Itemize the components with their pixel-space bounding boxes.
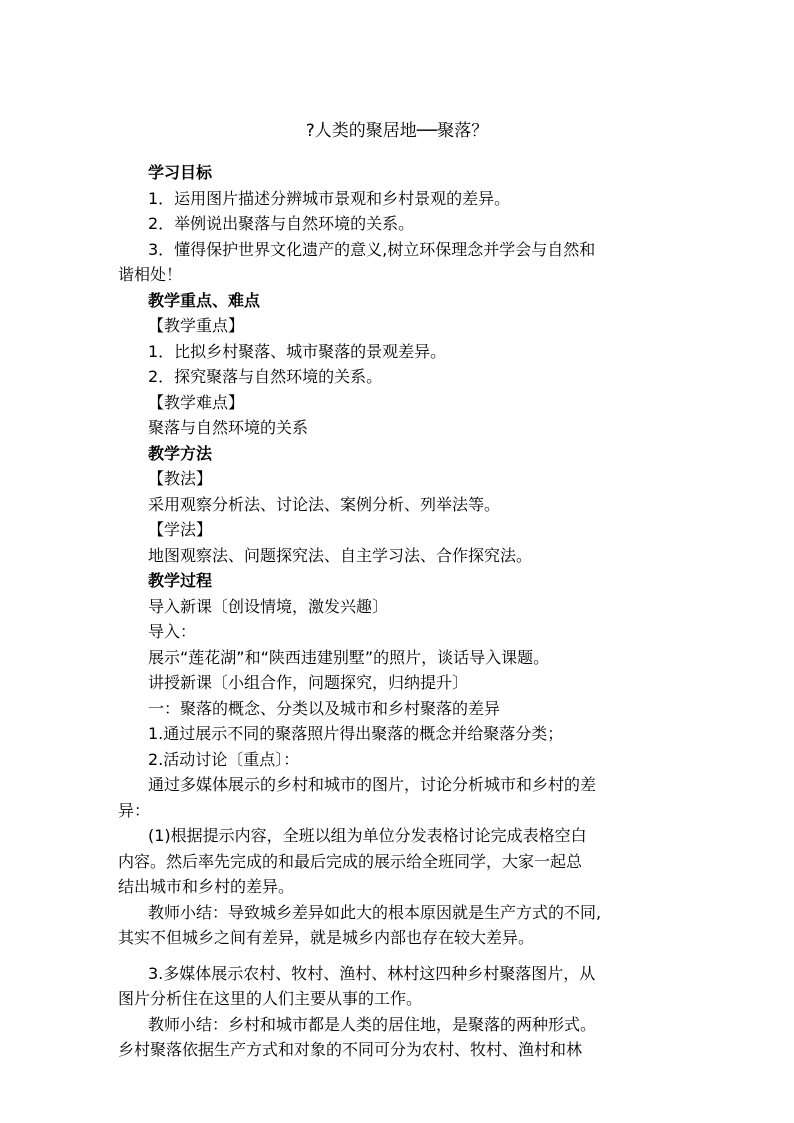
text-line: 导入新课〔创设情境，激发兴趣〕 [148,596,389,616]
text-line: 教师小结：乡村和城市都是人类的居住地，是聚落的两种形式。 [148,1014,597,1034]
document-body [118,160,678,1063]
text-line: 采用观察分析法、讨论法、案例分析、列举法等。 [148,494,501,514]
text-line: 【教学难点】 [148,392,245,412]
text-line: 结出城市和乡村的差异。 [118,877,295,896]
text-line: 谐相处！ [118,265,183,284]
text-line: 图片分析住在这里的人们主要从事的工作。 [118,989,423,1008]
text-line: 异： [118,800,151,820]
paragraph-gap [118,951,678,961]
text-line: 2.活动讨论〔重点〕： [148,749,300,769]
text-line: 聚落与自然环境的关系 [148,418,309,437]
text-line: 2．举例说出聚落与自然环境的关系。 [148,214,415,233]
document-title: ?人类的聚居地──聚落？ [305,121,489,141]
text-line: (1)根据提示内容，全班以组为单位分发表格讨论完成表格空白 [148,826,587,845]
text-line: 一：聚落的概念、分类以及城市和乡村聚落的差异 [148,698,501,718]
text-line: 3.多媒体展示农村、牧村、渔村、林村这四种乡村聚落图片，从 [148,963,596,983]
text-line: 【教学重点】 [148,316,245,335]
text-line: 1.通过展示不同的聚落照片得出聚落的概念并给聚落分类； [148,724,564,743]
text-line: 1．运用图片描述分辨城市景观和乡村景观的差异。 [148,188,511,208]
text-line: 导入： [148,622,197,641]
text-line: 地图观察法、问题探究法、自主学习法、合作探究法。 [148,545,533,565]
text-line: 1．比拟乡村聚落、城市聚落的景观差异。 [148,341,447,361]
text-line: 教师小结：导致城乡差异如此大的根本原因就是生产方式的不同, [148,902,602,922]
text-line: 其实不但城乡之间有差异，就是城乡内部也存在较大差异。 [118,928,535,947]
section-heading: 学习目标 [148,163,213,182]
section-heading: 教学方法 [148,443,213,463]
text-line: 展示“莲花湖”和“陕西违建别墅”的照片，谈话导入课题。 [148,647,550,667]
text-line: 讲授新课〔小组合作，问题探究，归纳提升〕 [148,673,469,692]
text-line: 通过多媒体展示的乡村和城市的图片，讨论分析城市和乡村的差 [148,775,597,794]
text-line: 2．探究聚落与自然环境的关系。 [148,367,383,386]
text-line: 3．懂得保护世界文化遗产的意义,树立环保理念并学会与自然和 [148,239,596,259]
section-heading: 教学过程 [148,571,213,590]
text-line: 乡村聚落依据生产方式和对象的不同可分为农村、牧村、渔村和林 [118,1040,583,1059]
text-line: 内容。然后率先完成的和最后完成的展示给全班同学，大家一起总 [118,851,583,871]
section-heading: 教学重点、难点 [148,290,261,310]
text-line: 【学法】 [148,520,213,539]
text-line: 【教法】 [148,469,213,488]
